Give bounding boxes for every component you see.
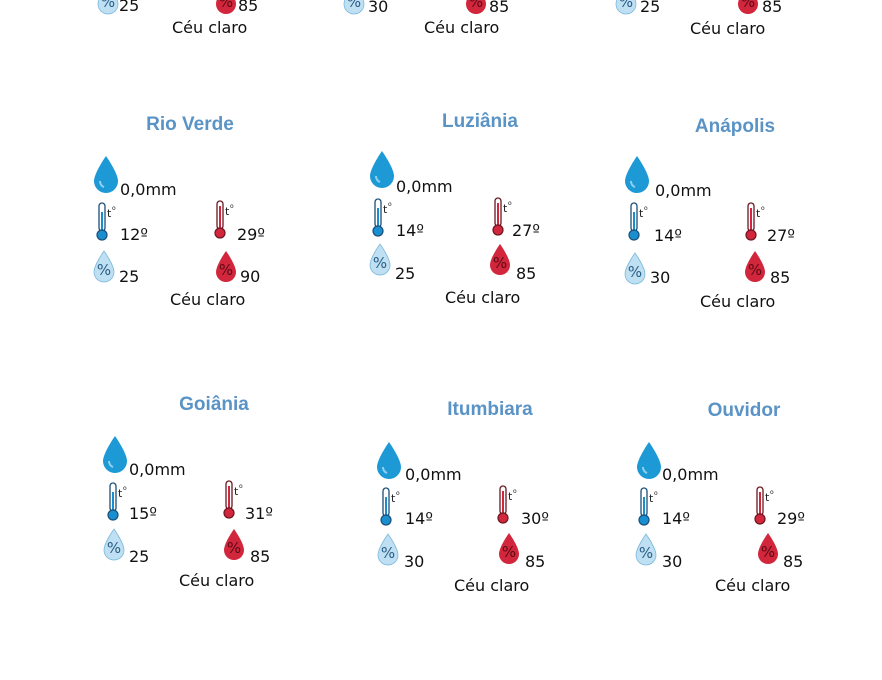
humidity-min-value: 25 <box>129 547 150 566</box>
humidity-max-value: 85 <box>770 268 791 287</box>
city-name: Ouvidor <box>707 400 781 421</box>
humidity-min-value: 25 <box>119 0 140 15</box>
temp-max-value: 27º <box>512 221 540 240</box>
humidity-max-value: 85 <box>783 552 804 571</box>
humidity-drop-red-icon <box>214 250 238 284</box>
humidity-min-value: 30 <box>650 268 671 287</box>
humidity-drop-red-icon <box>222 528 246 562</box>
city-name: Goiânia <box>179 394 249 415</box>
thermometer-blue-icon <box>96 202 118 242</box>
temp-max-value: 27º <box>767 226 795 245</box>
thermometer-red-icon <box>497 485 519 525</box>
humidity-min-value: 25 <box>640 0 661 16</box>
rain-drop-icon <box>100 434 130 476</box>
thermometer-red-icon <box>492 197 514 237</box>
sky-condition: Céu claro <box>715 576 791 595</box>
city-name: Luziânia <box>441 111 518 132</box>
humidity-drop-light-icon <box>376 533 400 567</box>
sky-condition: Céu claro <box>424 18 500 37</box>
humidity-drop-red-icon <box>488 243 512 277</box>
thermometer-blue-icon <box>380 487 402 527</box>
temp-min-value: 14º <box>654 226 682 245</box>
city-card-itumbiara <box>380 399 640 619</box>
sky-condition: Céu claro <box>179 571 255 590</box>
humidity-min-value: 25 <box>119 267 140 286</box>
humidity-drop-light-icon <box>92 250 116 284</box>
humidity-min-value: 30 <box>404 552 425 571</box>
temp-max-value: 31º <box>245 504 273 523</box>
rain-value: 0,0mm <box>129 460 186 479</box>
city-card-goiania <box>104 394 364 614</box>
rain-drop-icon <box>367 149 397 191</box>
humidity-drop-light-icon <box>342 0 366 16</box>
sky-condition: Céu claro <box>172 18 248 37</box>
humidity-drop-light-icon <box>634 533 658 567</box>
temp-max-value: 29º <box>237 225 265 244</box>
temp-min-value: 14º <box>405 509 433 528</box>
thermometer-red-icon <box>223 480 245 520</box>
humidity-drop-red-icon <box>214 0 238 16</box>
city-name: Itumbiara <box>447 399 533 420</box>
city-name: Rio Verde <box>146 114 234 135</box>
humidity-max-value: 85 <box>238 0 259 15</box>
temp-min-value: 14º <box>662 509 690 528</box>
humidity-drop-red-icon <box>464 0 488 16</box>
city-card-rio-verde <box>80 114 340 334</box>
rain-value: 0,0mm <box>120 180 177 199</box>
rain-value: 0,0mm <box>396 177 453 196</box>
temp-min-value: 12º <box>120 225 148 244</box>
humidity-max-value: 85 <box>489 0 510 16</box>
temp-max-value: 30º <box>521 509 549 528</box>
thermometer-blue-icon <box>372 198 394 238</box>
humidity-max-value: 85 <box>516 264 537 283</box>
rain-value: 0,0mm <box>655 181 712 200</box>
humidity-drop-red-icon <box>736 0 760 16</box>
rain-drop-icon <box>634 440 664 482</box>
thermometer-blue-icon <box>628 202 650 242</box>
humidity-drop-light-icon <box>368 243 392 277</box>
sky-condition: Céu claro <box>454 576 530 595</box>
city-name: Anápolis <box>694 116 776 137</box>
sky-condition: Céu claro <box>690 19 766 38</box>
thermometer-red-icon <box>745 202 767 242</box>
humidity-min-value: 30 <box>368 0 389 16</box>
humidity-drop-red-icon <box>497 532 521 566</box>
humidity-max-value: 85 <box>762 0 783 16</box>
sky-condition: Céu claro <box>170 290 246 309</box>
humidity-max-value: 90 <box>240 267 261 286</box>
humidity-drop-red-icon <box>743 250 767 284</box>
city-card-ouvidor <box>642 400 882 620</box>
humidity-min-value: 25 <box>395 264 416 283</box>
humidity-drop-light-icon <box>96 0 120 16</box>
city-card-anapolis <box>625 116 882 336</box>
humidity-max-value: 85 <box>525 552 546 571</box>
thermometer-red-icon <box>214 200 236 240</box>
humidity-drop-light-icon <box>623 252 647 286</box>
humidity-min-value: 30 <box>662 552 683 571</box>
temp-min-value: 15º <box>129 504 157 523</box>
rain-drop-icon <box>374 440 404 482</box>
city-card-luziania <box>370 111 630 331</box>
thermometer-blue-icon <box>638 487 660 527</box>
rain-drop-icon <box>622 154 652 196</box>
sky-condition: Céu claro <box>445 288 521 307</box>
rain-value: 0,0mm <box>405 465 462 484</box>
temp-min-value: 14º <box>396 221 424 240</box>
rain-value: 0,0mm <box>662 465 719 484</box>
rain-drop-icon <box>91 154 121 196</box>
thermometer-red-icon <box>754 486 776 526</box>
thermometer-blue-icon <box>107 482 129 522</box>
humidity-drop-red-icon <box>756 532 780 566</box>
sky-condition: Céu claro <box>700 292 776 311</box>
temp-max-value: 29º <box>777 509 805 528</box>
humidity-max-value: 85 <box>250 547 271 566</box>
humidity-drop-light-icon <box>614 0 638 16</box>
humidity-drop-light-icon <box>102 528 126 562</box>
